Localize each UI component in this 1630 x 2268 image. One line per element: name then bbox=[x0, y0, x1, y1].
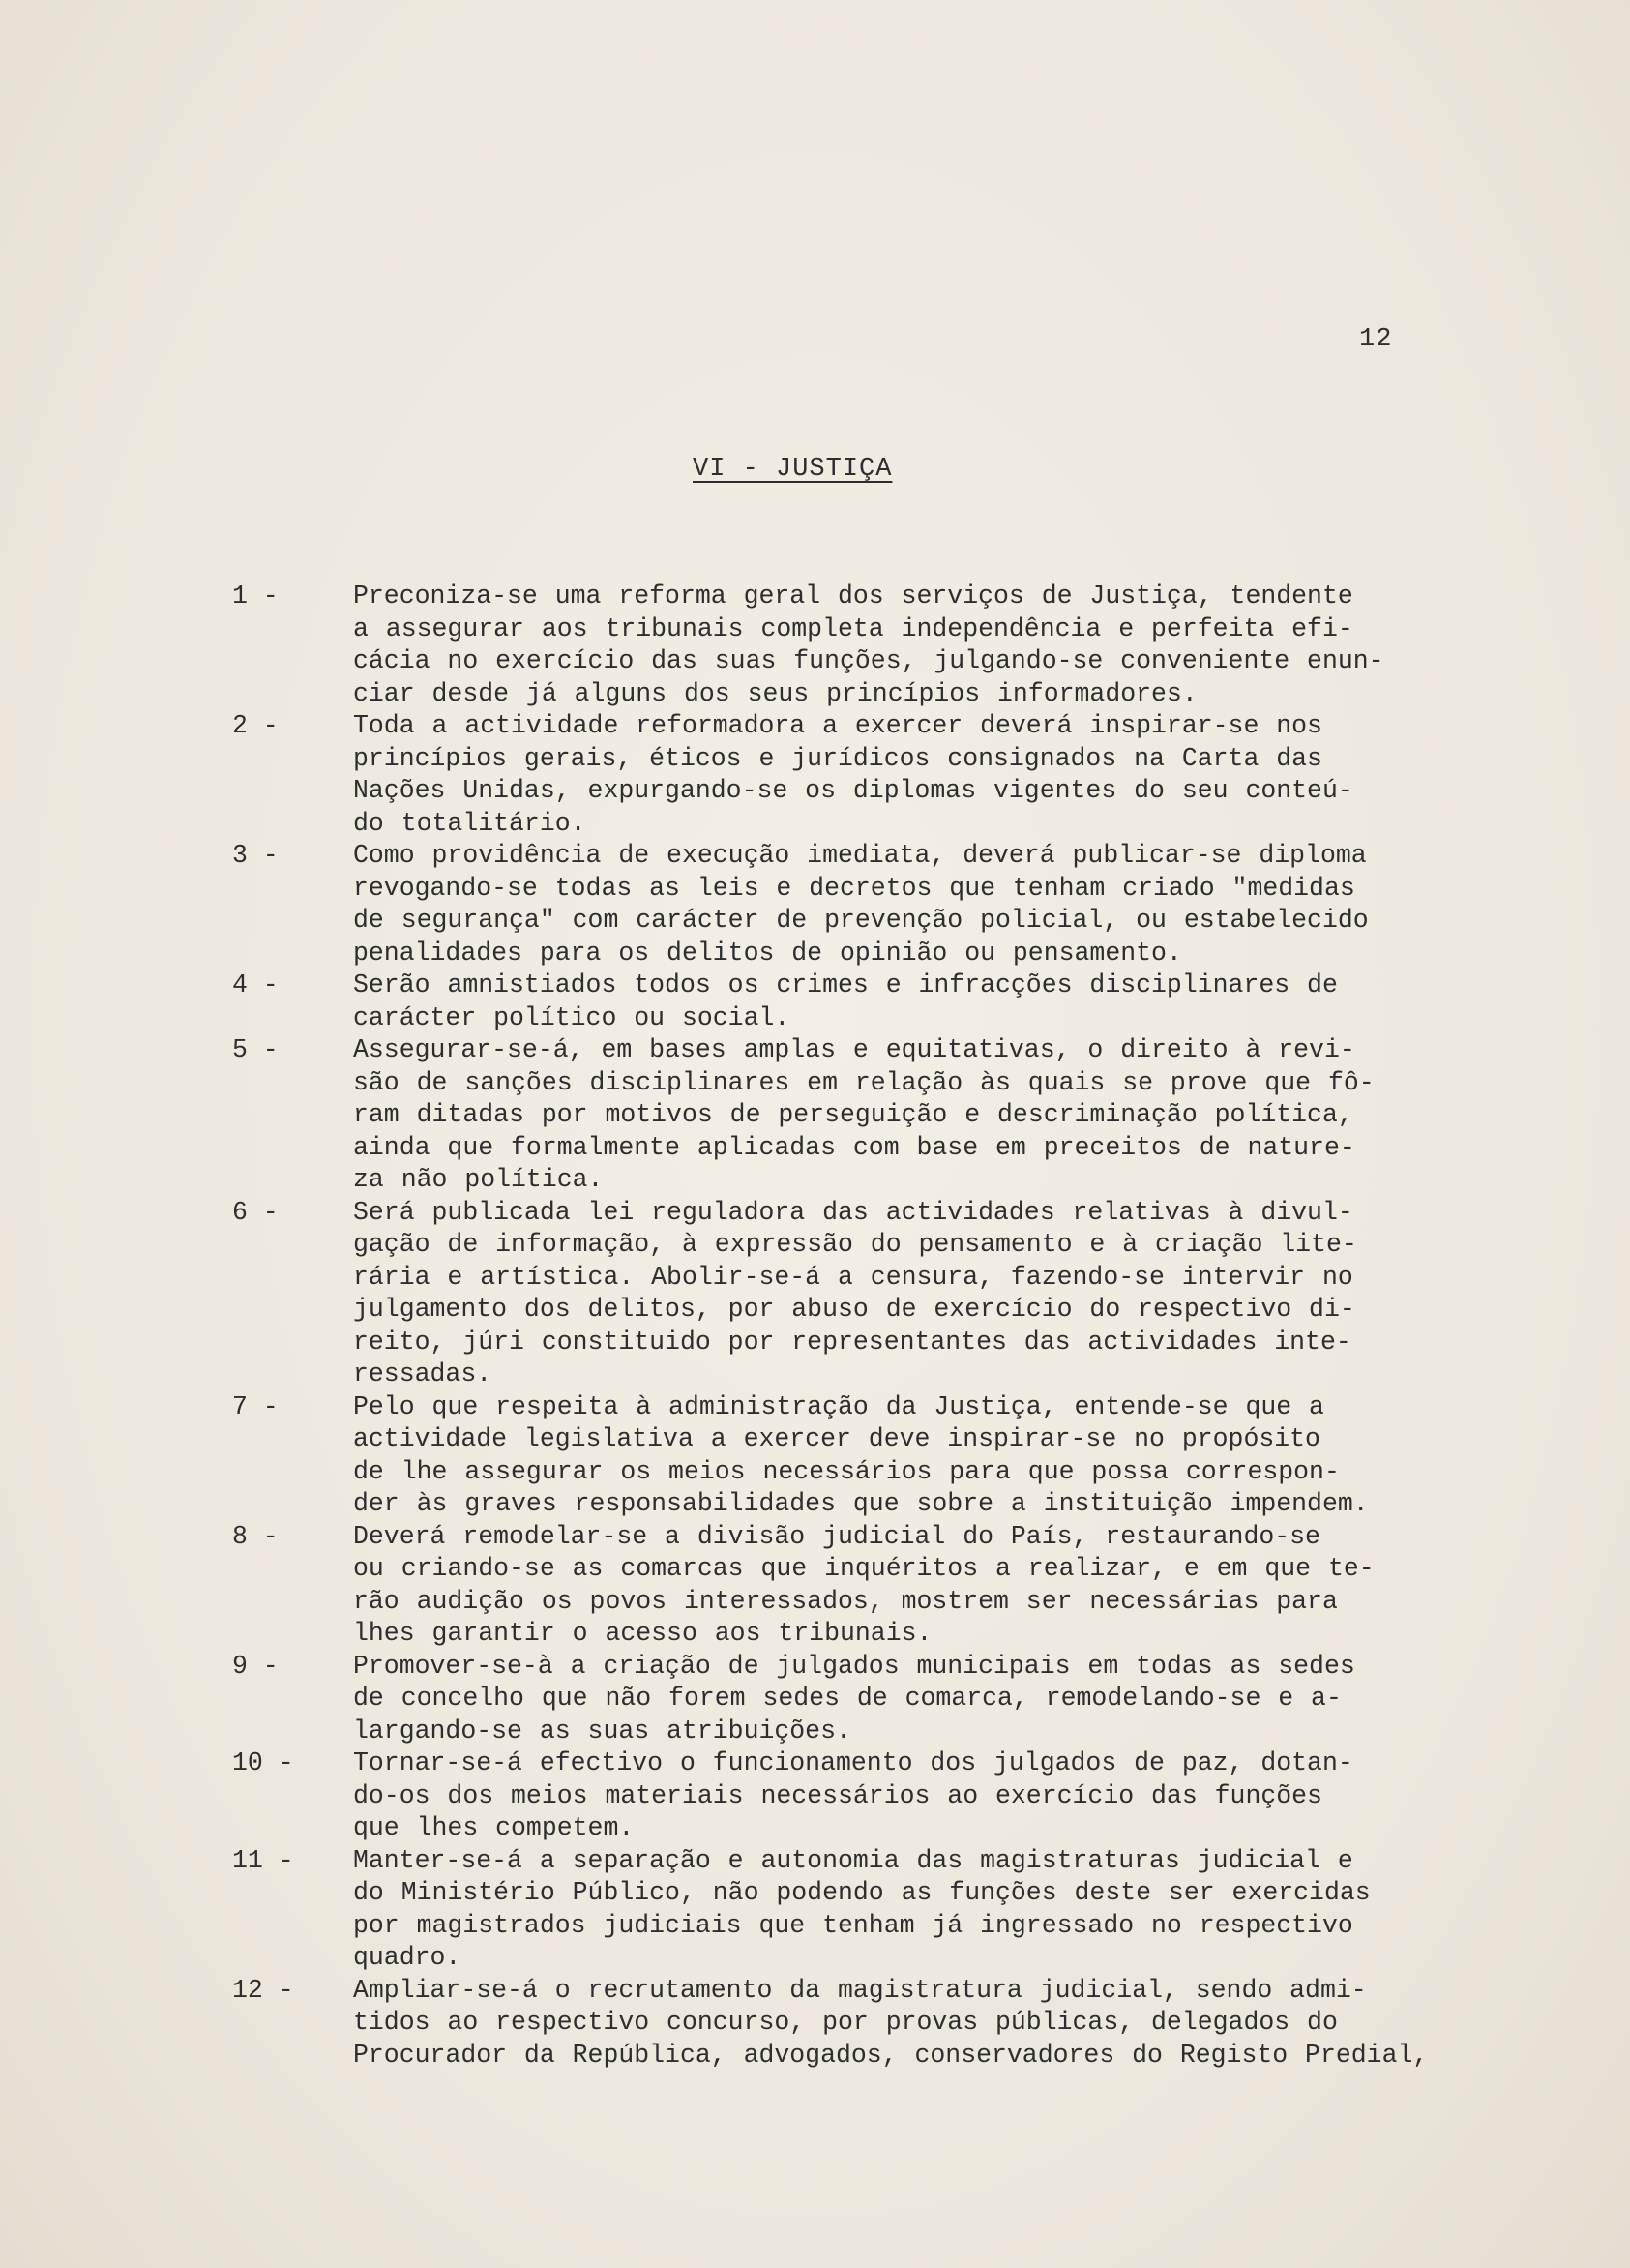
item-number: 11 - bbox=[232, 1845, 294, 1875]
text-line: por magistrados judiciais que tenham já ingressado no respectivo bbox=[353, 1910, 1353, 1940]
text-line: carácter político ou social. bbox=[353, 1002, 790, 1032]
text-line: Nações Unidas, expurgando-se os diplomas vigentes do seu conteú- bbox=[353, 776, 1353, 805]
text-line: rão audição os povos interessados, mostrem ser necessárias para bbox=[353, 1586, 1338, 1616]
list-item bbox=[0, 581, 1630, 710]
section-title: VI - JUSTIÇA bbox=[693, 455, 893, 484]
list-item bbox=[0, 1747, 1630, 1845]
item-number: 1 - bbox=[232, 582, 279, 611]
item-text bbox=[353, 970, 1504, 1034]
item-list bbox=[0, 581, 1630, 2072]
list-item bbox=[0, 1845, 1630, 1975]
item-number: 6 - bbox=[232, 1197, 279, 1227]
text-line: que lhes competem. bbox=[353, 1813, 635, 1842]
item-number: 9 - bbox=[232, 1651, 279, 1681]
text-line: do Ministério Público, não podendo as funções deste ser exercidas bbox=[353, 1878, 1371, 1907]
list-item bbox=[0, 1651, 1630, 1748]
item-number: 12 - bbox=[232, 1975, 294, 2005]
item-text bbox=[353, 840, 1504, 970]
list-item bbox=[0, 970, 1630, 1034]
list-item bbox=[0, 1034, 1630, 1197]
text-line: revogando-se todas as leis e decretos que tenham criado "medidas bbox=[353, 873, 1355, 903]
list-item bbox=[0, 840, 1630, 970]
text-line: de segurança" com carácter de prevenção policial, ou estabelecido bbox=[353, 906, 1369, 935]
text-line: gação de informação, à expressão do pensamento e à criação lite- bbox=[353, 1230, 1357, 1259]
item-number: 8 - bbox=[232, 1521, 279, 1551]
text-line: reito, júri constituido por representantes das actividades inte- bbox=[353, 1327, 1351, 1357]
text-line: de concelho que não forem sedes de comarca, remodelando-se e a- bbox=[353, 1684, 1342, 1713]
text-line: Preconiza-se uma reforma geral dos serviços de Justiça, tendente bbox=[353, 582, 1353, 611]
text-line: Manter-se-á a separação e autonomia das magistraturas judicial e bbox=[353, 1845, 1353, 1875]
list-item bbox=[0, 710, 1630, 840]
text-line: Será publicada lei reguladora das actividades relativas à divul- bbox=[353, 1197, 1353, 1227]
text-line: a assegurar aos tribunais completa independência e perfeita efi- bbox=[353, 613, 1353, 643]
item-number: 7 - bbox=[232, 1391, 279, 1421]
text-line: Serão amnistiados todos os crimes e infracções disciplinares de bbox=[353, 970, 1338, 1000]
text-line: Toda a actividade reformadora a exercer deverá inspirar-se nos bbox=[353, 711, 1322, 740]
list-item bbox=[0, 1521, 1630, 1651]
item-text bbox=[353, 1197, 1504, 1391]
text-line: julgamento dos delitos, por abuso de exercício do respectivo di- bbox=[353, 1295, 1355, 1324]
item-text bbox=[353, 1521, 1504, 1651]
text-line: Deverá remodelar-se a divisão judicial do País, restaurando-se bbox=[353, 1521, 1320, 1551]
text-line: ainda que formalmente aplicadas com base em preceitos de nature- bbox=[353, 1132, 1355, 1162]
list-item bbox=[0, 1197, 1630, 1391]
item-text bbox=[353, 1975, 1504, 2073]
text-line: do-os dos meios materiais necessários ao exercício das funções bbox=[353, 1780, 1322, 1810]
text-line: lhes garantir o acesso aos tribunais. bbox=[353, 1619, 933, 1648]
text-line: largando-se as suas atribuições. bbox=[353, 1716, 851, 1746]
item-number: 5 - bbox=[232, 1035, 279, 1064]
item-text bbox=[353, 1391, 1504, 1521]
list-item bbox=[0, 1391, 1630, 1521]
text-line: Pelo que respeita à administração da Justiça, entende-se que a bbox=[353, 1391, 1324, 1421]
page-number: 12 bbox=[1359, 325, 1393, 354]
text-line: cácia no exercício das suas funções, julgando-se conveniente enun- bbox=[353, 646, 1384, 675]
text-line: Promover-se-à a criação de julgados municipais em todas as sedes bbox=[353, 1651, 1355, 1681]
text-line: são de sanções disciplinares em relação às quais se prove que fô- bbox=[353, 1067, 1375, 1097]
text-line: actividade legislativa a exercer deve inspirar-se no propósito bbox=[353, 1424, 1320, 1453]
text-line: Tornar-se-á efectivo o funcionamento dos julgados de paz, dotan- bbox=[353, 1748, 1353, 1777]
text-line: der às graves responsabilidades que sobre a instituição impendem. bbox=[353, 1489, 1369, 1518]
text-line: tidos ao respectivo concurso, por provas públicas, delegados do bbox=[353, 2008, 1338, 2037]
text-line: penalidades para os delitos de opinião ou pensamento. bbox=[353, 938, 1182, 968]
item-text bbox=[353, 1034, 1504, 1197]
text-line: ressadas. bbox=[353, 1359, 492, 1388]
text-line: rária e artística. Abolir-se-á a censura, fazendo-se intervir no bbox=[353, 1262, 1353, 1292]
text-line: ciar desde já alguns dos seus princípios informadores. bbox=[353, 678, 1198, 708]
text-line: ram ditadas por motivos de perseguição e descriminação política, bbox=[353, 1100, 1353, 1129]
text-line: quadro. bbox=[353, 1943, 461, 1972]
text-line: za não política. bbox=[353, 1165, 604, 1194]
text-line: ou criando-se as comarcas que inquéritos a realizar, e em que te- bbox=[353, 1554, 1375, 1583]
item-text bbox=[353, 1747, 1504, 1845]
text-line: do totalitário. bbox=[353, 808, 586, 838]
text-line: de lhe assegurar os meios necessários para que possa correspon- bbox=[353, 1456, 1340, 1486]
item-text bbox=[353, 710, 1504, 840]
item-text bbox=[353, 1845, 1504, 1975]
item-number: 3 - bbox=[232, 841, 279, 870]
list-item bbox=[0, 1975, 1630, 2073]
text-line: Ampliar-se-á o recrutamento da magistratura judicial, sendo admi- bbox=[353, 1975, 1367, 2005]
text-line: Assegurar-se-á, em bases amplas e equitativas, o direito à revi- bbox=[353, 1035, 1355, 1064]
text-line: Como providência de execução imediata, deverá publicar-se diploma bbox=[353, 841, 1367, 870]
item-number: 10 - bbox=[232, 1748, 294, 1777]
item-number: 2 - bbox=[232, 711, 279, 740]
text-line: princípios gerais, éticos e jurídicos consignados na Carta das bbox=[353, 743, 1322, 773]
item-text bbox=[353, 1651, 1504, 1748]
item-text bbox=[353, 581, 1504, 710]
item-number: 4 - bbox=[232, 970, 279, 1000]
text-line: Procurador da República, advogados, conservadores do Registo Predial, bbox=[353, 2040, 1429, 2070]
